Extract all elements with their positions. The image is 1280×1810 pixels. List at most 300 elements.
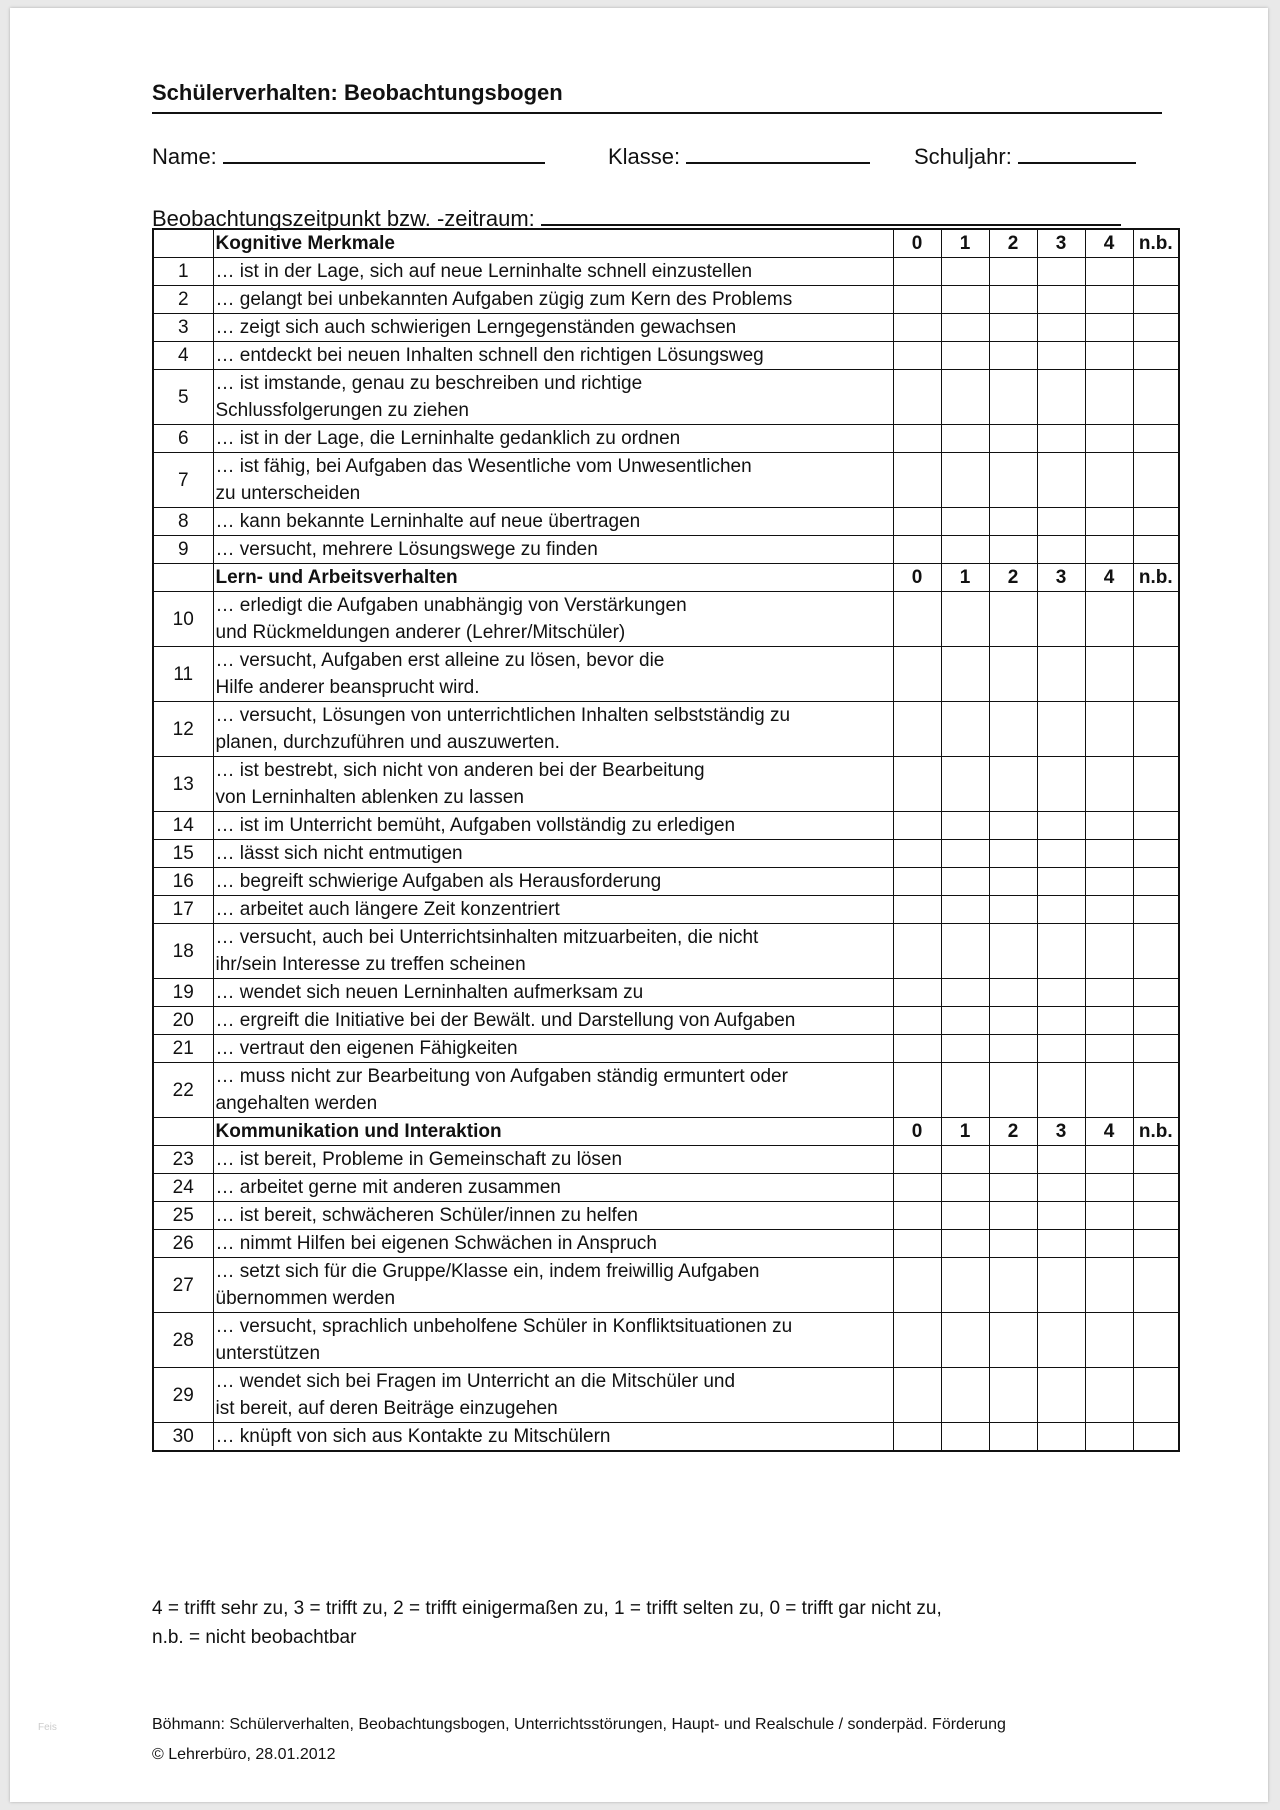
- item-number: 20: [153, 1007, 213, 1035]
- rating-cell[interactable]: [1133, 702, 1179, 757]
- faint-watermark: Feis: [38, 1722, 57, 1733]
- item-text-line: ist bereit, auf deren Beiträge einzugehen: [215, 1398, 558, 1419]
- item-text-cell: [213, 1230, 893, 1258]
- rating-cell[interactable]: [1133, 286, 1179, 314]
- item-text-line: übernommen werden: [215, 1288, 396, 1309]
- rating-cell[interactable]: [893, 647, 941, 702]
- item-text-line: … gelangt bei unbekannten Aufgaben zügig zum Kern des Problems: [215, 289, 793, 310]
- scale-header-cell: 0: [893, 564, 941, 592]
- item-text-line: Schlussfolgerungen zu ziehen: [215, 400, 470, 421]
- rating-cell[interactable]: [1037, 1313, 1085, 1368]
- rating-cell[interactable]: [1133, 425, 1179, 453]
- rating-cell[interactable]: [989, 812, 1037, 840]
- rating-cell[interactable]: [1133, 258, 1179, 286]
- item-text-cell: [213, 1368, 893, 1423]
- rating-cell[interactable]: [1085, 1035, 1133, 1063]
- rating-cell[interactable]: [1133, 1423, 1179, 1452]
- rating-cell[interactable]: [1133, 536, 1179, 564]
- rating-cell[interactable]: [893, 286, 941, 314]
- scale-header-cell: 4: [1085, 564, 1133, 592]
- scale-header-cell: 4: [1085, 229, 1133, 258]
- rating-cell[interactable]: [1085, 453, 1133, 508]
- rating-cell[interactable]: [1085, 536, 1133, 564]
- rating-cell[interactable]: [1037, 1035, 1085, 1063]
- item-text-line: unterstützen: [215, 1343, 321, 1364]
- zeitraum-blank-line[interactable]: [541, 202, 1121, 226]
- rating-cell[interactable]: [989, 1007, 1037, 1035]
- rating-cell[interactable]: [941, 868, 989, 896]
- rating-cell[interactable]: [893, 370, 941, 425]
- item-number: 28: [153, 1313, 213, 1368]
- rating-cell[interactable]: [941, 286, 989, 314]
- rating-cell[interactable]: [1085, 258, 1133, 286]
- rating-cell[interactable]: [893, 425, 941, 453]
- rating-cell[interactable]: [941, 812, 989, 840]
- rating-cell[interactable]: [941, 924, 989, 979]
- table-row: [153, 453, 1179, 508]
- rating-cell[interactable]: [1133, 314, 1179, 342]
- table-row: [153, 370, 1179, 425]
- rating-cell[interactable]: [1085, 896, 1133, 924]
- item-text-line: … ist im Unterricht bemüht, Aufgaben vollständig zu erledigen: [215, 815, 736, 836]
- rating-cell[interactable]: [989, 647, 1037, 702]
- item-text-cell: [213, 508, 893, 536]
- rating-cell[interactable]: [893, 757, 941, 812]
- item-text-line: … arbeitet gerne mit anderen zusammen: [215, 1177, 561, 1198]
- rating-cell[interactable]: [893, 314, 941, 342]
- item-text-line: … wendet sich bei Fragen im Unterricht an die Mitschüler und: [215, 1371, 736, 1392]
- scale-header-cell: 2: [989, 564, 1037, 592]
- rating-cell[interactable]: [989, 342, 1037, 370]
- rating-cell[interactable]: [941, 258, 989, 286]
- rating-cell[interactable]: [1133, 1007, 1179, 1035]
- rating-cell[interactable]: [893, 453, 941, 508]
- rating-cell[interactable]: [1085, 1313, 1133, 1368]
- rating-cell[interactable]: [1085, 1174, 1133, 1202]
- item-text-line: zu unterscheiden: [215, 483, 361, 504]
- rating-cell[interactable]: [1085, 286, 1133, 314]
- scale-header-cell: n.b.: [1133, 229, 1179, 258]
- rating-cell[interactable]: [989, 924, 1037, 979]
- item-text-cell: [213, 258, 893, 286]
- item-text-line: … ist bereit, Probleme in Gemeinschaft zu lösen: [215, 1149, 623, 1170]
- rating-cell[interactable]: [941, 1035, 989, 1063]
- table-row: [153, 979, 1179, 1007]
- rating-cell[interactable]: [1133, 647, 1179, 702]
- schuljahr-label: Schuljahr:: [914, 144, 1012, 169]
- rating-cell[interactable]: [1085, 979, 1133, 1007]
- table-row: [153, 896, 1179, 924]
- item-text-line: … kann bekannte Lerninhalte auf neue übertragen: [215, 511, 641, 532]
- rating-cell[interactable]: [893, 1423, 941, 1452]
- rating-cell[interactable]: [893, 1230, 941, 1258]
- item-text-line: … zeigt sich auch schwierigen Lerngegenständen gewachsen: [215, 317, 737, 338]
- rating-cell[interactable]: [893, 812, 941, 840]
- rating-cell[interactable]: [1037, 979, 1085, 1007]
- table-row: [153, 1313, 1179, 1368]
- rating-cell[interactable]: [989, 314, 1037, 342]
- table-body: [153, 229, 1179, 1451]
- rating-cell[interactable]: [989, 757, 1037, 812]
- rating-cell[interactable]: [989, 1313, 1037, 1368]
- rating-cell[interactable]: [1037, 370, 1085, 425]
- item-number: 13: [153, 757, 213, 812]
- rating-cell[interactable]: [1085, 1202, 1133, 1230]
- rating-cell[interactable]: [1085, 1146, 1133, 1174]
- rating-cell[interactable]: [941, 1423, 989, 1452]
- scale-header-cell: 3: [1037, 1118, 1085, 1146]
- rating-cell[interactable]: [1037, 286, 1085, 314]
- rating-cell[interactable]: [1133, 979, 1179, 1007]
- rating-cell[interactable]: [941, 536, 989, 564]
- rating-cell[interactable]: [989, 508, 1037, 536]
- rating-cell[interactable]: [1037, 924, 1085, 979]
- item-text-line: … versucht, Aufgaben erst alleine zu lösen, bevor die: [215, 650, 665, 671]
- item-text-cell: [213, 370, 893, 425]
- rating-cell[interactable]: [1085, 425, 1133, 453]
- item-text-line: … muss nicht zur Bearbeitung von Aufgaben ständig ermuntert oder: [215, 1066, 788, 1087]
- rating-cell[interactable]: [1133, 1202, 1179, 1230]
- rating-cell[interactable]: [989, 979, 1037, 1007]
- rating-cell[interactable]: [1037, 1230, 1085, 1258]
- section-number-cell: [153, 229, 213, 258]
- rating-cell[interactable]: [1037, 1174, 1085, 1202]
- rating-cell[interactable]: [941, 1368, 989, 1423]
- rating-cell[interactable]: [989, 896, 1037, 924]
- rating-cell[interactable]: [941, 592, 989, 647]
- scale-header-cell: 4: [1085, 1118, 1133, 1146]
- item-number: 17: [153, 896, 213, 924]
- item-number: 14: [153, 812, 213, 840]
- rating-cell[interactable]: [1133, 1146, 1179, 1174]
- rating-cell[interactable]: [893, 1368, 941, 1423]
- rating-cell[interactable]: [1085, 1007, 1133, 1035]
- scale-header-cell: 0: [893, 229, 941, 258]
- rating-cell[interactable]: [989, 453, 1037, 508]
- item-text-cell: [213, 536, 893, 564]
- scale-header-cell: n.b.: [1133, 1118, 1179, 1146]
- rating-cell[interactable]: [941, 1258, 989, 1313]
- name-blank-line[interactable]: [223, 140, 545, 164]
- rating-cell[interactable]: [989, 1258, 1037, 1313]
- table-row: [153, 1368, 1179, 1423]
- rating-cell[interactable]: [1133, 757, 1179, 812]
- rating-cell[interactable]: [989, 1423, 1037, 1452]
- rating-cell[interactable]: [1037, 342, 1085, 370]
- item-text-cell: [213, 702, 893, 757]
- item-text-line: … versucht, Lösungen von unterrichtlichen Inhalten selbstständig zu: [215, 705, 791, 726]
- rating-cell[interactable]: [941, 1063, 989, 1118]
- section-header-row: [153, 564, 1179, 592]
- rating-cell[interactable]: [1133, 370, 1179, 425]
- rating-cell[interactable]: [1037, 508, 1085, 536]
- rating-cell[interactable]: [1133, 868, 1179, 896]
- rating-cell[interactable]: [989, 868, 1037, 896]
- item-text-cell: [213, 840, 893, 868]
- rating-cell[interactable]: [1133, 1258, 1179, 1313]
- rating-cell[interactable]: [941, 840, 989, 868]
- item-text-line: … ist in der Lage, die Lerninhalte gedanklich zu ordnen: [215, 428, 681, 449]
- schuljahr-blank-line[interactable]: [1018, 140, 1136, 164]
- name-field: [152, 140, 545, 170]
- table-row: [153, 1423, 1179, 1452]
- rating-cell[interactable]: [941, 702, 989, 757]
- rating-cell[interactable]: [941, 1007, 989, 1035]
- rating-cell[interactable]: [893, 342, 941, 370]
- rating-cell[interactable]: [1085, 592, 1133, 647]
- table-row: [153, 702, 1179, 757]
- rating-cell[interactable]: [893, 979, 941, 1007]
- rating-cell[interactable]: [893, 868, 941, 896]
- rating-cell[interactable]: [893, 508, 941, 536]
- rating-cell[interactable]: [1133, 453, 1179, 508]
- item-text-cell: [213, 342, 893, 370]
- rating-cell[interactable]: [989, 370, 1037, 425]
- item-text-line: … arbeitet auch längere Zeit konzentriert: [215, 899, 560, 920]
- rating-cell[interactable]: [1037, 896, 1085, 924]
- item-number: 6: [153, 425, 213, 453]
- table-row: [153, 1035, 1179, 1063]
- table-row: [153, 868, 1179, 896]
- rating-cell[interactable]: [1133, 592, 1179, 647]
- rating-cell[interactable]: [1085, 1423, 1133, 1452]
- item-text-cell: [213, 1007, 893, 1035]
- rating-cell[interactable]: [941, 1202, 989, 1230]
- section-header-row: [153, 229, 1179, 258]
- item-text-cell: [213, 1313, 893, 1368]
- rating-cell[interactable]: [1133, 1063, 1179, 1118]
- rating-cell[interactable]: [893, 258, 941, 286]
- table-row: [153, 1202, 1179, 1230]
- klasse-blank-line[interactable]: [686, 140, 870, 164]
- rating-cell[interactable]: [1037, 453, 1085, 508]
- item-text-cell: [213, 425, 893, 453]
- item-text-line: … erledigt die Aufgaben unabhängig von Verstärkungen: [215, 595, 687, 616]
- item-text-line: … vertraut den eigenen Fähigkeiten: [215, 1038, 518, 1059]
- item-text-cell: [213, 592, 893, 647]
- item-text-cell: [213, 1258, 893, 1313]
- item-number: 29: [153, 1368, 213, 1423]
- item-number: 5: [153, 370, 213, 425]
- rating-cell[interactable]: [1037, 1202, 1085, 1230]
- rating-cell[interactable]: [1085, 1230, 1133, 1258]
- rating-cell[interactable]: [941, 647, 989, 702]
- rating-cell[interactable]: [1037, 536, 1085, 564]
- rating-cell[interactable]: [1037, 425, 1085, 453]
- scale-header-cell: 1: [941, 1118, 989, 1146]
- rating-cell[interactable]: [1037, 1368, 1085, 1423]
- table-row: [153, 342, 1179, 370]
- rating-cell[interactable]: [1085, 812, 1133, 840]
- rating-cell[interactable]: [1037, 702, 1085, 757]
- rating-cell[interactable]: [1133, 508, 1179, 536]
- table-row: [153, 425, 1179, 453]
- rating-cell[interactable]: [893, 840, 941, 868]
- schuljahr-field: [914, 140, 1136, 170]
- item-number: 12: [153, 702, 213, 757]
- rating-cell[interactable]: [989, 1368, 1037, 1423]
- item-text-cell: [213, 757, 893, 812]
- rating-cell[interactable]: [1085, 924, 1133, 979]
- rating-cell[interactable]: [893, 1063, 941, 1118]
- rating-cell[interactable]: [989, 286, 1037, 314]
- rating-cell[interactable]: [1085, 647, 1133, 702]
- rating-cell[interactable]: [989, 1146, 1037, 1174]
- rating-cell[interactable]: [893, 1174, 941, 1202]
- item-number: 1: [153, 258, 213, 286]
- item-text-line: und Rückmeldungen anderer (Lehrer/Mitschüler): [215, 622, 626, 643]
- section-heading: Kognitive Merkmale: [213, 229, 893, 258]
- rating-cell[interactable]: [941, 1313, 989, 1368]
- rating-cell[interactable]: [1037, 1063, 1085, 1118]
- item-text-cell: [213, 647, 893, 702]
- rating-cell[interactable]: [893, 702, 941, 757]
- rating-cell[interactable]: [1037, 314, 1085, 342]
- item-number: 27: [153, 1258, 213, 1313]
- observation-table: [152, 228, 1180, 1452]
- rating-cell[interactable]: [893, 896, 941, 924]
- rating-cell[interactable]: [893, 1146, 941, 1174]
- rating-cell[interactable]: [893, 924, 941, 979]
- rating-cell[interactable]: [1133, 812, 1179, 840]
- rating-cell[interactable]: [989, 840, 1037, 868]
- rating-cell[interactable]: [989, 1035, 1037, 1063]
- rating-cell[interactable]: [989, 1202, 1037, 1230]
- rating-cell[interactable]: [1133, 1313, 1179, 1368]
- rating-cell[interactable]: [989, 1063, 1037, 1118]
- rating-cell[interactable]: [941, 1230, 989, 1258]
- rating-cell[interactable]: [893, 1035, 941, 1063]
- rating-cell[interactable]: [1085, 1368, 1133, 1423]
- item-number: 22: [153, 1063, 213, 1118]
- rating-cell[interactable]: [941, 1146, 989, 1174]
- rating-cell[interactable]: [989, 702, 1037, 757]
- rating-cell[interactable]: [1085, 702, 1133, 757]
- scale-header-cell: 2: [989, 229, 1037, 258]
- rating-cell[interactable]: [989, 1230, 1037, 1258]
- rating-cell[interactable]: [989, 258, 1037, 286]
- rating-cell[interactable]: [893, 1258, 941, 1313]
- rating-cell[interactable]: [1133, 1035, 1179, 1063]
- rating-cell[interactable]: [1037, 868, 1085, 896]
- item-number: 2: [153, 286, 213, 314]
- rating-cell[interactable]: [941, 370, 989, 425]
- rating-cell[interactable]: [1037, 1258, 1085, 1313]
- item-number: 25: [153, 1202, 213, 1230]
- item-text-cell: [213, 812, 893, 840]
- table-row: [153, 258, 1179, 286]
- rating-cell[interactable]: [1133, 1174, 1179, 1202]
- table-row: [153, 1174, 1179, 1202]
- item-number: 4: [153, 342, 213, 370]
- rating-cell[interactable]: [941, 896, 989, 924]
- item-text-line: … ist bereit, schwächeren Schüler/innen zu helfen: [215, 1205, 638, 1226]
- rating-cell[interactable]: [893, 1313, 941, 1368]
- rating-cell[interactable]: [941, 342, 989, 370]
- item-text-line: … lässt sich nicht entmutigen: [215, 843, 463, 864]
- rating-cell[interactable]: [1085, 1258, 1133, 1313]
- rating-cell[interactable]: [941, 757, 989, 812]
- rating-cell[interactable]: [941, 508, 989, 536]
- scale-header-cell: 1: [941, 564, 989, 592]
- rating-cell[interactable]: [941, 314, 989, 342]
- table-row: [153, 592, 1179, 647]
- rating-cell[interactable]: [1085, 1063, 1133, 1118]
- rating-cell[interactable]: [989, 592, 1037, 647]
- rating-cell[interactable]: [1037, 1423, 1085, 1452]
- rating-cell[interactable]: [1133, 896, 1179, 924]
- rating-cell[interactable]: [1085, 314, 1133, 342]
- rating-cell[interactable]: [1037, 1007, 1085, 1035]
- scale-header-cell: n.b.: [1133, 564, 1179, 592]
- item-text-line: … ist in der Lage, sich auf neue Lerninhalte schnell einzustellen: [215, 261, 753, 282]
- rating-cell[interactable]: [1133, 924, 1179, 979]
- rating-cell[interactable]: [1085, 508, 1133, 536]
- item-number: 15: [153, 840, 213, 868]
- item-text-cell: [213, 979, 893, 1007]
- legend-line: n.b. = nicht beobachtbar: [152, 1627, 357, 1648]
- rating-cell[interactable]: [1037, 1146, 1085, 1174]
- rating-cell[interactable]: [1085, 868, 1133, 896]
- rating-cell[interactable]: [1133, 1230, 1179, 1258]
- rating-cell[interactable]: [893, 1202, 941, 1230]
- rating-cell[interactable]: [893, 536, 941, 564]
- table-row: [153, 812, 1179, 840]
- rating-cell[interactable]: [989, 425, 1037, 453]
- rating-cell[interactable]: [1133, 342, 1179, 370]
- rating-cell[interactable]: [1037, 647, 1085, 702]
- section-header-row: [153, 1118, 1179, 1146]
- table-row: [153, 647, 1179, 702]
- item-text-line: … nimmt Hilfen bei eigenen Schwächen in Anspruch: [215, 1233, 657, 1254]
- item-number: 9: [153, 536, 213, 564]
- rating-cell[interactable]: [941, 979, 989, 1007]
- legend-line: 4 = trifft sehr zu, 3 = trifft zu, 2 = trifft einigermaßen zu, 1 = trifft selten zu, 0 = trifft gar nicht zu,: [152, 1598, 942, 1619]
- rating-cell[interactable]: [989, 1174, 1037, 1202]
- item-number: 26: [153, 1230, 213, 1258]
- item-number: 10: [153, 592, 213, 647]
- page-title: Schülerverhalten: Beobachtungsbogen: [152, 80, 1162, 114]
- rating-cell[interactable]: [941, 453, 989, 508]
- rating-cell[interactable]: [1037, 258, 1085, 286]
- rating-cell[interactable]: [941, 425, 989, 453]
- item-number: 16: [153, 868, 213, 896]
- rating-cell[interactable]: [1037, 592, 1085, 647]
- rating-cell[interactable]: [1133, 1368, 1179, 1423]
- section-heading: Lern- und Arbeitsverhalten: [213, 564, 893, 592]
- item-text-line: … ist fähig, bei Aufgaben das Wesentliche vom Unwesentlichen: [215, 456, 752, 477]
- rating-cell[interactable]: [1037, 812, 1085, 840]
- rating-cell[interactable]: [941, 1174, 989, 1202]
- rating-cell[interactable]: [893, 1007, 941, 1035]
- rating-cell[interactable]: [1085, 757, 1133, 812]
- table-row: [153, 536, 1179, 564]
- item-text-line: … ist bestrebt, sich nicht von anderen bei der Bearbeitung: [215, 760, 705, 781]
- rating-cell[interactable]: [893, 592, 941, 647]
- rating-cell[interactable]: [1037, 840, 1085, 868]
- rating-cell[interactable]: [989, 536, 1037, 564]
- item-text-line: Hilfe anderer beansprucht wird.: [215, 677, 480, 698]
- item-text-line: … versucht, auch bei Unterrichtsinhalten mitzuarbeiten, die nicht: [215, 927, 759, 948]
- table-row: [153, 1230, 1179, 1258]
- rating-cell[interactable]: [1085, 342, 1133, 370]
- rating-cell[interactable]: [1037, 757, 1085, 812]
- item-text-line: … wendet sich neuen Lerninhalten aufmerksam zu: [215, 982, 644, 1003]
- rating-cell[interactable]: [1085, 840, 1133, 868]
- rating-cell[interactable]: [1085, 370, 1133, 425]
- table-row: [153, 1007, 1179, 1035]
- rating-cell[interactable]: [1133, 840, 1179, 868]
